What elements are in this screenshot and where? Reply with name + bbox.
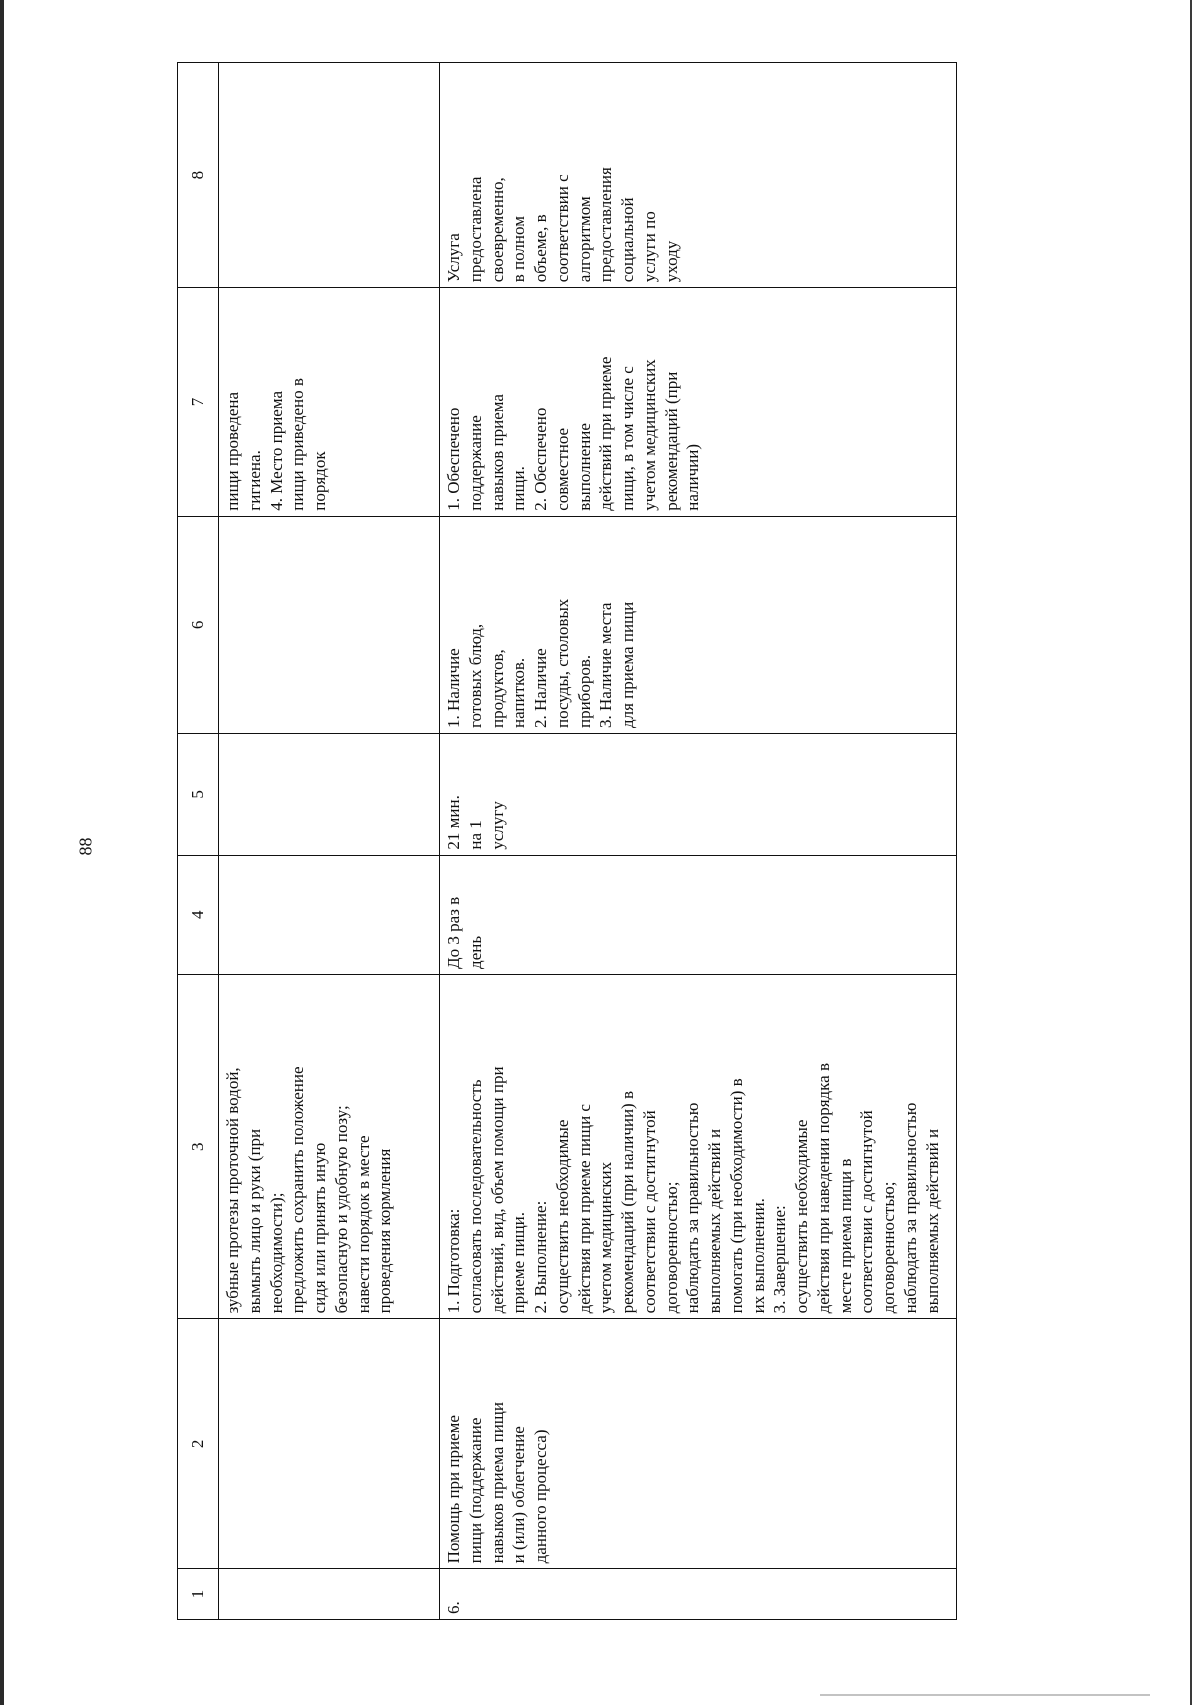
cell-conditions [440, 516, 957, 733]
col-header-8: 8 [178, 63, 219, 288]
cell-text-line: предоставления [596, 167, 616, 283]
col-header-3: 3 [178, 974, 219, 1318]
cell-text-line: вымыть лицо и руки (при [244, 1128, 264, 1314]
cell-frequency [440, 855, 957, 974]
scan-edge-right [1190, 0, 1192, 1705]
cell-text-line: осуществить необходимые [792, 1119, 811, 1314]
cell-result [440, 288, 957, 517]
cell-evaluation [440, 63, 957, 288]
cell-text-line: рекомендаций (при наличии) в [618, 1091, 637, 1314]
cell-text-line: для приема пищи [618, 601, 637, 729]
cell-service-name [440, 1319, 957, 1569]
cell-text-line: осуществить необходимые [552, 1119, 572, 1314]
cell-text-line: предоставлена [465, 176, 485, 283]
cell-text-line: Услуга [444, 233, 463, 283]
cell-text-line: 1. Подготовка: [444, 1208, 463, 1314]
col-header-4: 4 [178, 855, 219, 974]
cell-conditions [219, 516, 440, 733]
cell-text-line: пищи (поддержание [465, 1417, 485, 1564]
cell-text-line: социальной [618, 197, 637, 283]
cell-text-line: безопасную и удобную позу; [331, 1105, 351, 1314]
cell-text-line: услугу [487, 801, 507, 850]
cell-text-line: помогать (при необходимости) в [726, 1078, 746, 1314]
cell-text-line: соответствии с достигнутой [639, 1110, 659, 1314]
cell-text-line: Помощь при приеме [444, 1415, 463, 1564]
table-row [219, 63, 440, 1620]
cell-description [440, 974, 957, 1318]
services-table [177, 62, 957, 1620]
cell-text-line: навыков приема [487, 394, 507, 511]
cell-text-line: согласовать последовательность [465, 1079, 485, 1314]
cell-text-line: на 1 [465, 820, 485, 850]
cell-text-line: договоренностью; [879, 1181, 898, 1314]
col-header-2: 2 [178, 1319, 219, 1569]
cell-text-line: До 3 раз в [444, 896, 463, 969]
cell-text-line: 1. Обеспечено [444, 407, 463, 511]
cell-text-line: 3. Наличие места [596, 602, 616, 729]
cell-text-line: приеме пищи. [509, 1211, 529, 1314]
col-header-1: 1 [178, 1569, 219, 1620]
cell-text-line: 3. Завершение: [770, 1205, 790, 1314]
cell-evaluation [219, 63, 440, 288]
cell-duration [440, 734, 957, 856]
cell-text-line: необходимости); [266, 1192, 286, 1314]
cell-text-line: наблюдать за правильностью [683, 1102, 703, 1314]
cell-duration [219, 734, 440, 856]
cell-text-line: действий при приеме [596, 356, 616, 511]
cell-text-line: предложить сохранить положение [288, 1066, 308, 1314]
cell-number: 6. [440, 1569, 957, 1620]
cell-text-line: пищи приведено в [288, 378, 308, 511]
cell-text-line: наличии) [683, 443, 703, 511]
cell-text-line: навести порядок в месте [353, 1135, 373, 1314]
cell-text-line: 2. Наличие [531, 648, 550, 729]
cell-text-line: 1. Наличие [444, 648, 463, 729]
cell-text-line: 2. Обеспечено [531, 407, 550, 511]
cell-text-line: месте приема пищи в [835, 1158, 855, 1314]
cell-text-line: совместное [552, 427, 572, 511]
cell-text-line: выполняемых действий и [705, 1128, 724, 1314]
cell-text-line: их выполнении. [748, 1198, 768, 1314]
cell-text-line: приборов. [574, 654, 594, 729]
cell-text-line: 21 мин. [444, 795, 463, 850]
page-number: 88 [75, 837, 96, 856]
cell-text-line: проведения кормления [375, 1148, 395, 1314]
col-header-6: 6 [178, 516, 219, 733]
cell-text-line: навыков приема пищи [487, 1402, 507, 1564]
cell-text-line: услуги по [639, 211, 659, 283]
cell-text-line: соответствии с достигнутой [857, 1110, 877, 1314]
cell-result [219, 288, 440, 517]
cell-text-line: действия при приеме пищи с [574, 1104, 594, 1314]
services-table-rotated [177, 62, 957, 1620]
cell-text-line: в полном [509, 216, 529, 283]
cell-text-line: алгоритмом [574, 196, 594, 283]
cell-text-line: посуды, столовых [552, 598, 572, 729]
cell-text-line: порядок [310, 451, 329, 511]
cell-text-line: данного процесса) [531, 1429, 550, 1564]
cell-text-line: поддержание [465, 415, 485, 511]
cell-text-line: выполнение [574, 423, 594, 511]
header-row [178, 63, 219, 1620]
cell-text-line: объеме, в [531, 214, 550, 283]
cell-description [219, 974, 440, 1318]
cell-text-line: пищи. [509, 466, 529, 511]
cell-text-line: действий, вид, объем помощи при [487, 1066, 507, 1314]
cell-text-line: сидя или принять иную [310, 1142, 329, 1314]
cell-text-line: зубные протезы проточной водой, [223, 1067, 242, 1314]
cell-text-line: договоренностью; [661, 1181, 681, 1314]
col-header-7: 7 [178, 288, 219, 517]
cell-text-line: день [465, 935, 485, 969]
cell-number [219, 1569, 440, 1620]
cell-text-line: учетом медицинских [596, 1161, 616, 1314]
cell-text-line: соответствии с [552, 174, 572, 283]
cell-text-line: наблюдать за правильностью [900, 1102, 920, 1314]
col-header-5: 5 [178, 734, 219, 856]
table-row [440, 63, 957, 1620]
scan-edge-left [0, 0, 4, 1705]
scan-smudge [820, 1694, 1150, 1696]
cell-text-line: готовых блюд, [465, 623, 485, 729]
cell-text-line: 4. Место приема [266, 390, 286, 511]
cell-text-line: действия при наведении порядка в [813, 1062, 833, 1314]
cell-text-line: гигиена. [244, 450, 264, 511]
cell-service-name [219, 1319, 440, 1569]
cell-text-line: рекомендаций (при [661, 371, 681, 511]
cell-text-line: продуктов, [487, 649, 507, 729]
cell-text-line: и (или) облегчение [509, 1426, 529, 1564]
cell-text-line: учетом медицинских [639, 359, 659, 511]
cell-text-line: напитков. [509, 657, 529, 729]
cell-text-line: уходу [661, 240, 681, 283]
cell-text-line: своевременно, [487, 177, 507, 283]
cell-text-line: пищи, в том числе с [618, 366, 637, 511]
cell-text-line: выполняемых действий и [922, 1128, 942, 1314]
cell-text-line: пищи проведена [223, 391, 242, 511]
cell-text-line: 2. Выполнение: [531, 1200, 550, 1314]
cell-frequency [219, 855, 440, 974]
